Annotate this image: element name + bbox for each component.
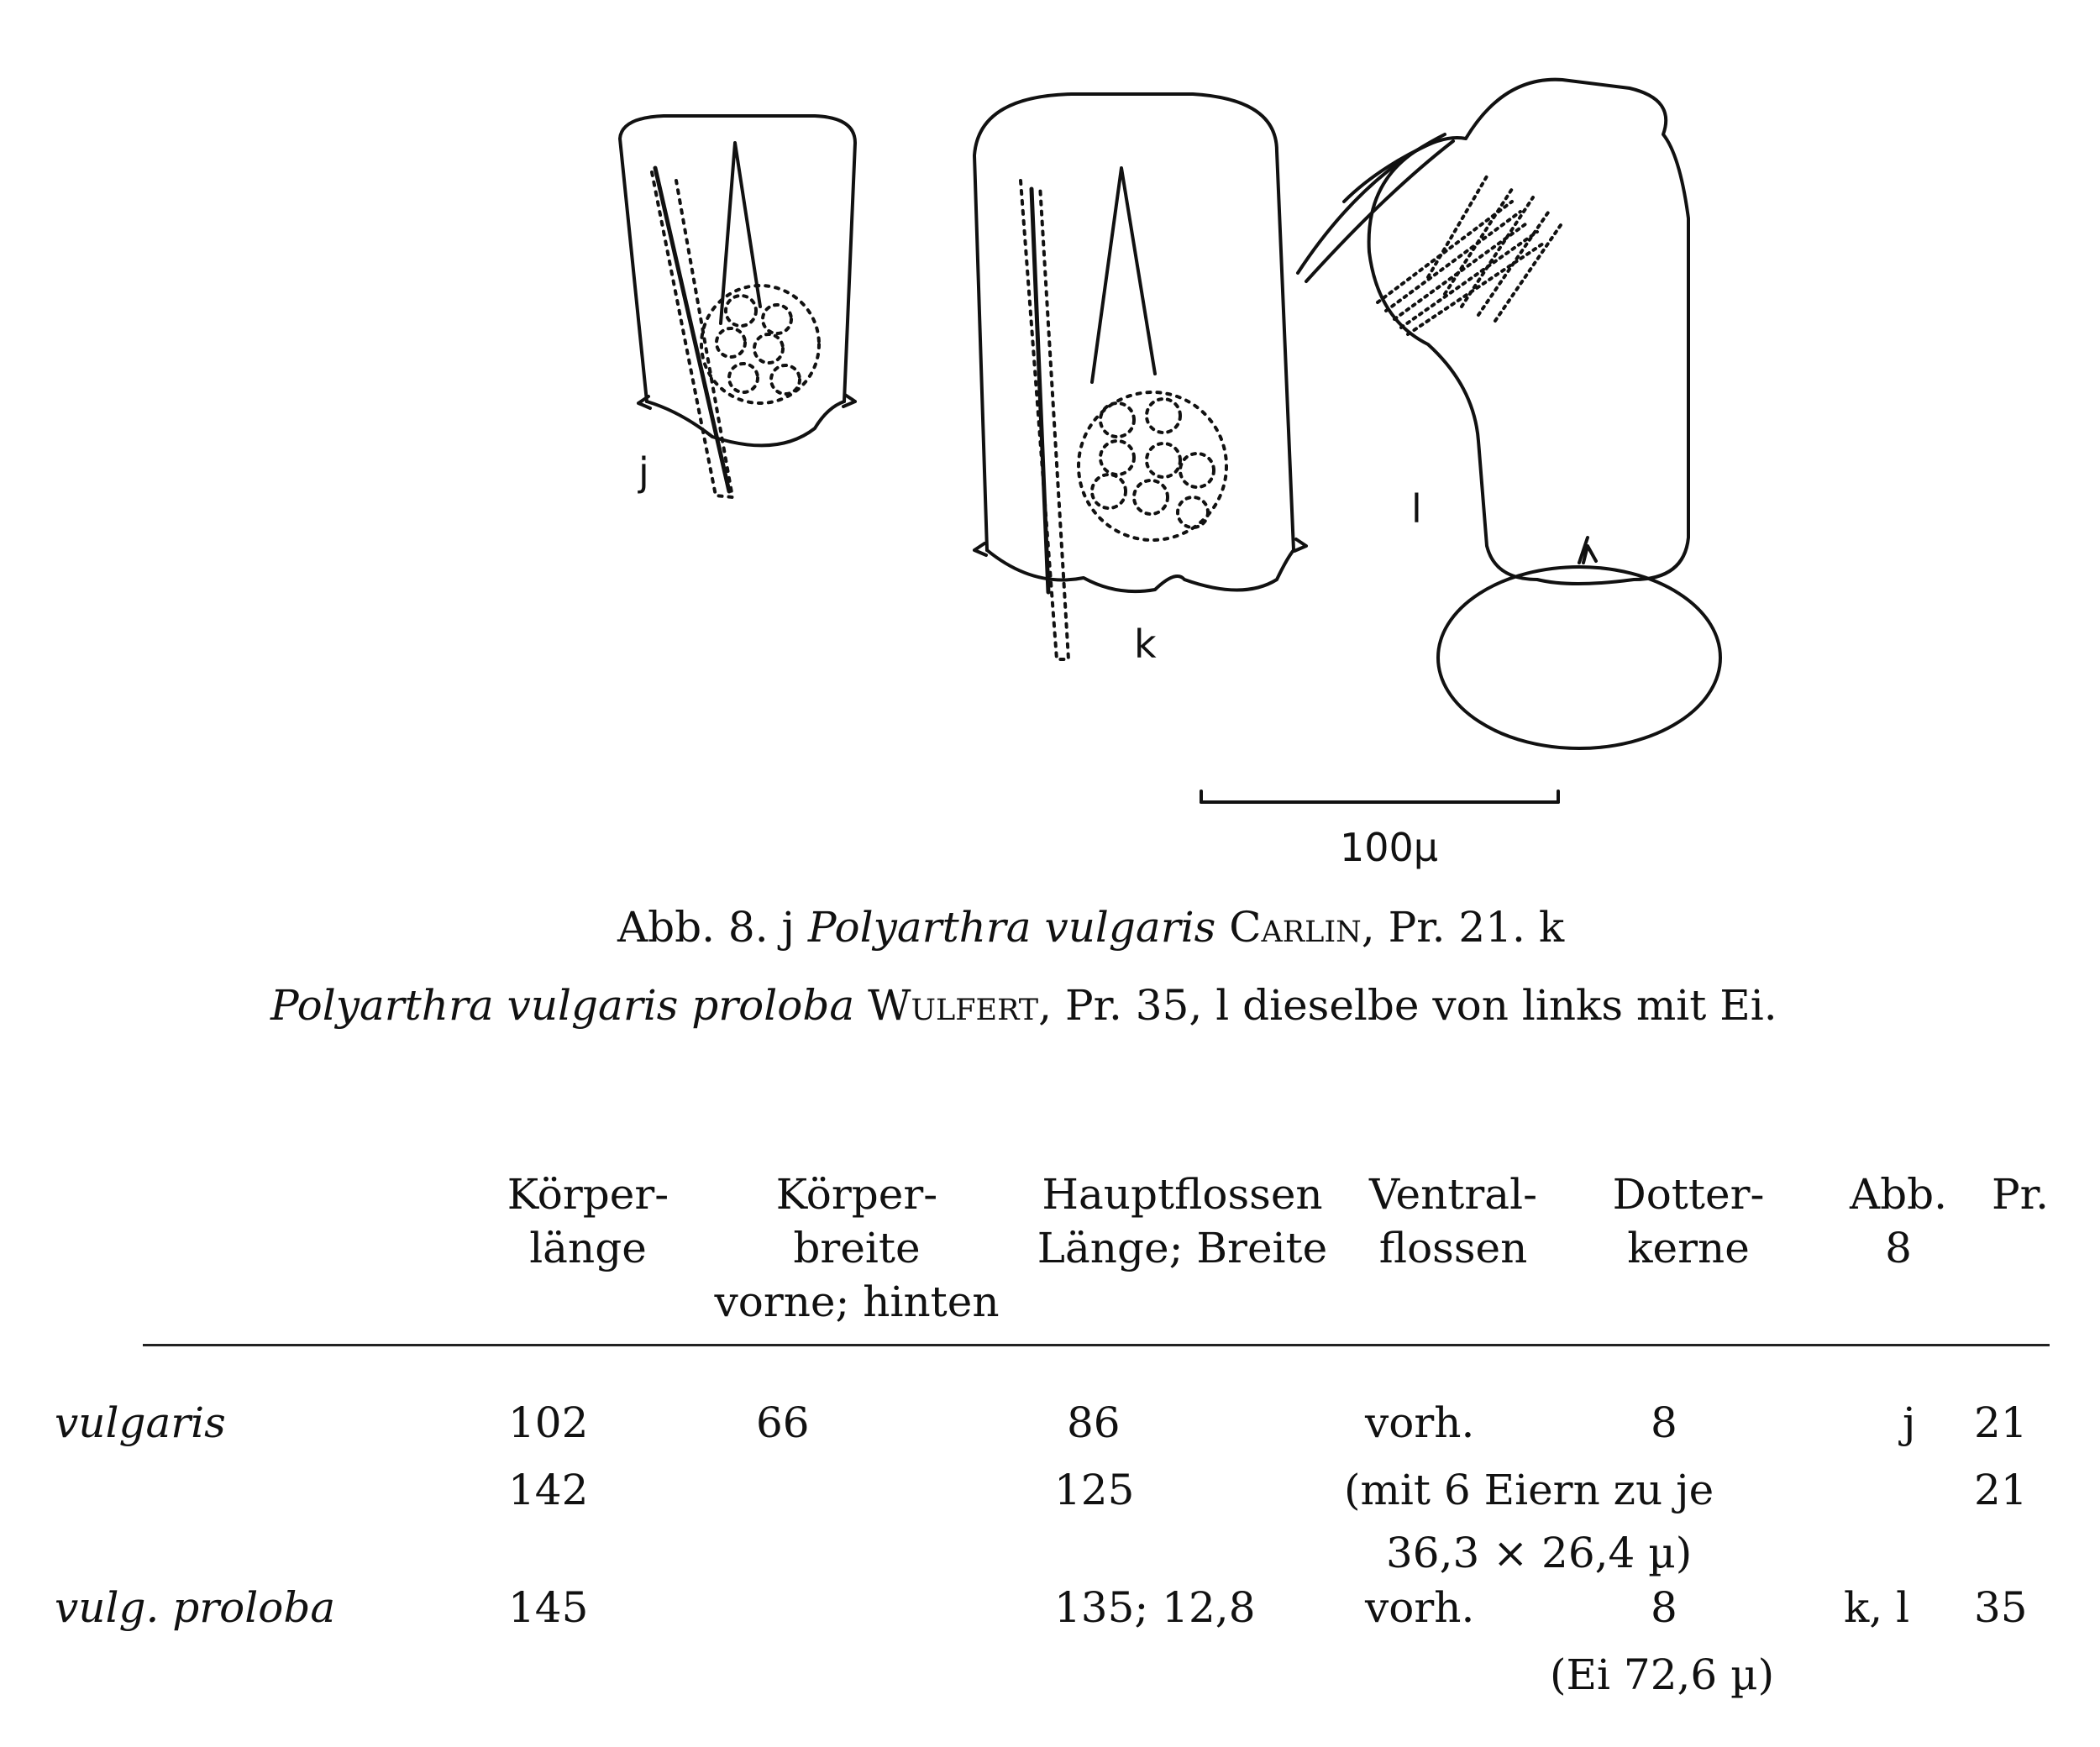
row-vulgaris-pr: 21 <box>1974 1398 2028 1447</box>
caption-author-1: Carlin <box>1229 903 1362 952</box>
row-proloba-laenge: 145 <box>508 1583 589 1632</box>
row-2-note-2: 36,3 × 26,4 µ) <box>1386 1529 1693 1577</box>
figure-caption-line-1 <box>617 903 1564 952</box>
row-proloba-abb: k, l <box>1844 1583 1910 1632</box>
figure-k-drawing <box>974 94 1306 659</box>
figure-l-drawing <box>1298 80 1720 748</box>
row-proloba-note: (Ei 72,6 µ) <box>1550 1650 1775 1699</box>
figure-caption-line-2 <box>270 981 1777 1030</box>
row-vulgaris-abb: j <box>1903 1398 1916 1447</box>
figure-l-label: l <box>1411 486 1422 532</box>
scale-bar-label: 100µ <box>1340 825 1439 870</box>
row-vulgaris-laenge: 102 <box>508 1398 589 1447</box>
caption-probe-1: , Pr. 21. k <box>1361 903 1565 952</box>
row-2-pr: 21 <box>1974 1466 2028 1514</box>
header-pr: Pr. <box>1992 1170 2049 1219</box>
figure-j-drawing <box>620 116 855 497</box>
row-vulgaris-breite: 66 <box>756 1398 810 1447</box>
header-koerperbreite: Körper- breite vorne; hinten <box>714 1170 1000 1326</box>
header-hauptflossen: Hauptflossen Länge; Breite <box>1037 1170 1328 1272</box>
caption-author-2: Wulfert <box>868 981 1039 1030</box>
row-vulgaris-haupt: 86 <box>1067 1398 1121 1447</box>
row-2-note-1: (mit 6 Eiern zu je <box>1344 1466 1714 1514</box>
scale-bar <box>1201 791 1558 802</box>
caption-species-2: Polyarthra vulgaris proloba <box>270 981 855 1030</box>
caption-prefix: Abb. 8. j <box>617 903 808 952</box>
header-koerperlaenge: Körper- länge <box>507 1170 669 1272</box>
figure-k-label: k <box>1134 622 1157 667</box>
header-dotterkerne: Dotter- kerne <box>1612 1170 1765 1272</box>
row-vulgaris-name: vulgaris <box>55 1398 226 1447</box>
row-proloba-haupt: 135; 12,8 <box>1054 1583 1256 1632</box>
caption-species-1: Polyarthra vulgaris <box>807 903 1216 952</box>
row-2-laenge: 142 <box>508 1466 589 1514</box>
caption-probe-2: , Pr. 35, l dieselbe von links mit Ei. <box>1038 981 1777 1030</box>
row-proloba-ventral: vorh. <box>1365 1583 1475 1632</box>
header-abb: Abb. 8 <box>1849 1170 1947 1272</box>
table-rule <box>143 1344 2050 1346</box>
row-proloba-pr: 35 <box>1974 1583 2028 1632</box>
row-proloba-dotter: 8 <box>1651 1583 1677 1632</box>
row-vulgaris-dotter: 8 <box>1651 1398 1677 1447</box>
row-2-haupt: 125 <box>1054 1466 1135 1514</box>
figure-j-label: j <box>638 449 649 495</box>
row-proloba-name: vulg. proloba <box>55 1583 336 1632</box>
row-vulgaris-ventral: vorh. <box>1365 1398 1475 1447</box>
header-ventralflossen: Ventral- flossen <box>1369 1170 1537 1272</box>
